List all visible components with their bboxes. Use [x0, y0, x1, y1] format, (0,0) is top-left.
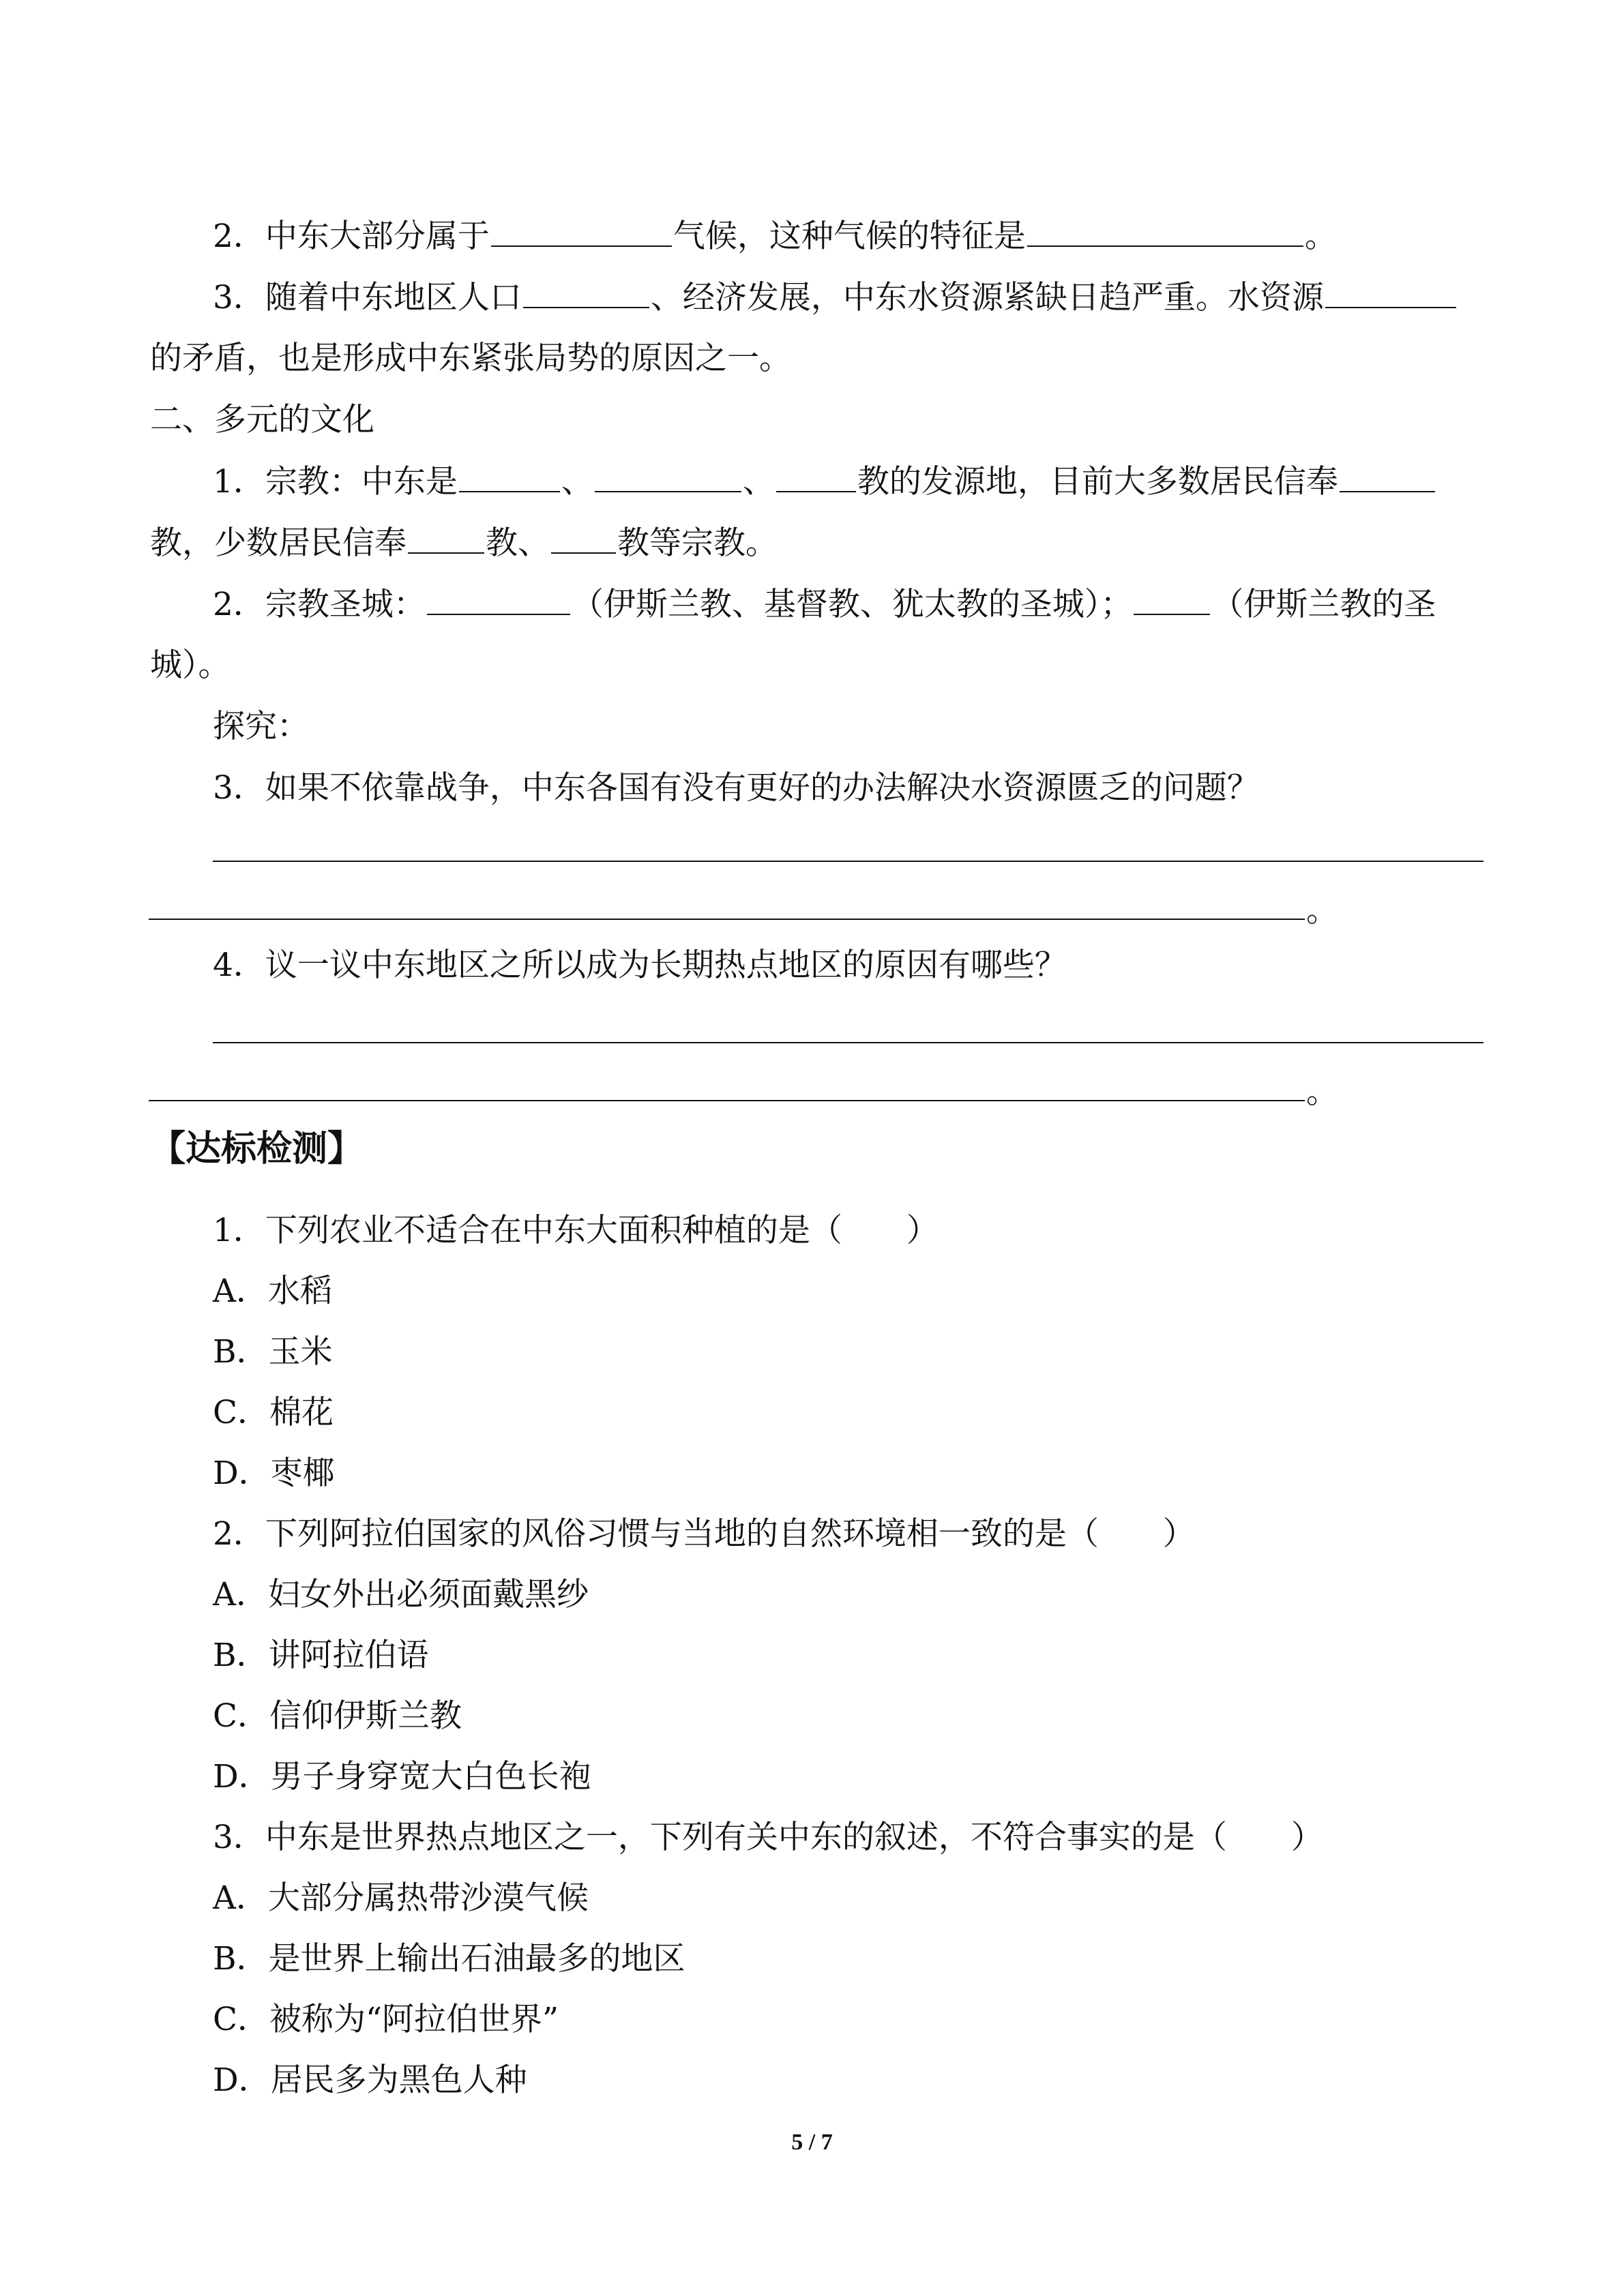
option-c[interactable]: C．棉花 — [213, 1394, 334, 1431]
holy-middle: （伊斯兰教、基督教、犹太教的圣城）； — [571, 586, 1133, 623]
answer-end-period: 。 — [1306, 1073, 1338, 1111]
holy-city-question-cont: 城）。 — [150, 646, 231, 684]
religion-question — [213, 461, 1436, 503]
option-d[interactable]: D．居民多为黑色人种 — [213, 2061, 527, 2099]
option-a[interactable]: A．大部分属热带沙漠气候 — [213, 1879, 589, 1917]
holy-city-blank-1[interactable] — [427, 584, 570, 615]
holy-prefix: 2．宗教圣城： — [213, 586, 426, 623]
population-blank[interactable] — [523, 277, 649, 308]
water-question-cont: 的矛盾，也是形成中东紧张局势的原因之一。 — [150, 340, 791, 377]
question-stem: 2．下列阿拉伯国家的风俗习惯与当地的自然环境相一致的是（ ） — [213, 1515, 1195, 1553]
explore-label: 探究： — [213, 708, 309, 745]
option-a[interactable]: A．水稻 — [213, 1272, 332, 1310]
religion-middle: 教的发源地，目前大多数居民信奉 — [857, 463, 1338, 501]
water-prefix: 3．随着中东地区人口 — [213, 279, 522, 316]
water-question — [213, 277, 1458, 318]
religion-blank-2[interactable] — [595, 461, 741, 492]
option-b[interactable]: B．讲阿拉伯语 — [213, 1637, 429, 1674]
question-stem: 3．中东是世界热点地区之一，下列有关中东的叙述，不符合事实的是（ ） — [213, 1819, 1323, 1856]
explore-question-4: 4．议一议中东地区之所以成为长期热点地区的原因有哪些？ — [213, 946, 1067, 984]
holy-city-question — [213, 584, 1436, 625]
climate-middle: 气候，这种气候的特征是 — [673, 218, 1026, 255]
answer-line-q3-1[interactable] — [213, 861, 1483, 862]
question-stem: 1．下列农业不适合在中东大面积种植的是（ ） — [213, 1212, 939, 1249]
religion-sep-2: 、 — [742, 463, 775, 501]
climate-feature-blank[interactable] — [1027, 215, 1303, 247]
religion-blank-1[interactable] — [459, 461, 560, 492]
water-middle: 、经济发展，中东水资源紧缺日趋严重。水资源 — [650, 279, 1324, 316]
option-c[interactable]: C．被称为“阿拉伯世界” — [213, 2001, 559, 2038]
climate-question — [213, 215, 1337, 257]
climate-suffix: 。 — [1304, 218, 1337, 255]
option-d[interactable]: D．男子身穿宽大白色长袍 — [213, 1758, 591, 1795]
religion-prefix: 1．宗教：中东是 — [213, 463, 458, 501]
water-resource-blank[interactable] — [1325, 277, 1456, 308]
option-a[interactable]: A．妇女外出必须面戴黑纱 — [213, 1576, 589, 1613]
holy-city-blank-2[interactable] — [1134, 584, 1210, 615]
answer-end-period: 。 — [1306, 892, 1338, 929]
religion-question-cont — [150, 522, 778, 564]
option-b[interactable]: B．是世界上输出石油最多的地区 — [213, 1940, 685, 1978]
minority-suffix: 教等宗教。 — [617, 524, 778, 562]
option-c[interactable]: C．信仰伊斯兰教 — [213, 1697, 462, 1735]
holy-suffix: （伊斯兰教的圣 — [1211, 586, 1436, 623]
minority-religion-blank-1[interactable] — [408, 522, 484, 554]
assessment-title: 【达标检测】 — [150, 1129, 364, 1169]
minority-sep: 教、 — [486, 524, 550, 562]
answer-line-q4-1[interactable] — [213, 1042, 1483, 1043]
religion-sep-1: 、 — [561, 463, 593, 501]
answer-line-q4-2[interactable] — [149, 1100, 1305, 1101]
majority-religion-blank[interactable] — [1340, 461, 1435, 492]
climate-prefix: 2．中东大部分属于 — [213, 218, 490, 255]
section-title-culture: 二、多元的文化 — [150, 401, 374, 438]
explore-question-3: 3．如果不依靠战争，中东各国有没有更好的办法解决水资源匮乏的问题？ — [213, 769, 1259, 807]
climate-type-blank[interactable] — [491, 215, 672, 247]
minority-prefix: 教，少数居民信奉 — [150, 524, 407, 562]
religion-blank-3[interactable] — [776, 461, 856, 492]
minority-religion-blank-2[interactable] — [551, 522, 616, 554]
answer-line-q3-2[interactable] — [149, 919, 1305, 920]
option-b[interactable]: B．玉米 — [213, 1333, 333, 1371]
option-d[interactable]: D．枣椰 — [213, 1455, 335, 1492]
page-number: 5 / 7 — [791, 2130, 833, 2155]
